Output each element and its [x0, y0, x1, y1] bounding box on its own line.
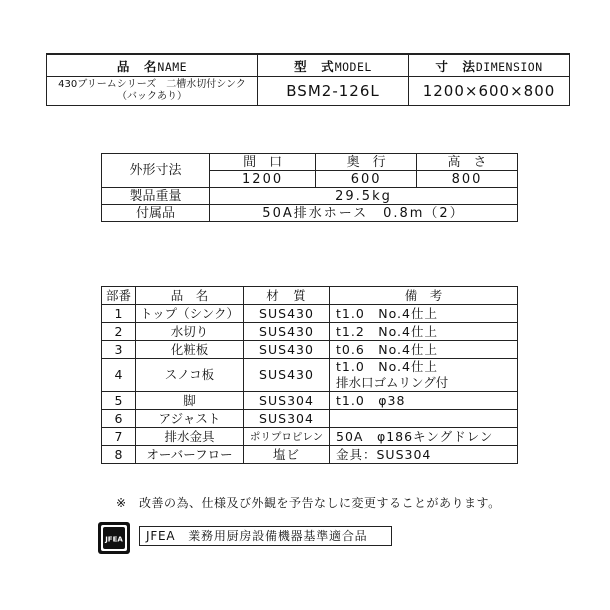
name-column-header: 品 名NAME	[47, 54, 258, 77]
part-remarks-line1: 50A φ186キングドレン	[336, 428, 494, 444]
part-material: SUS430	[244, 359, 330, 392]
table-row	[102, 341, 518, 359]
part-name: 排水金具	[136, 428, 244, 446]
part-number: 6	[102, 410, 136, 428]
product-name-line2: （バックあり）	[117, 91, 187, 102]
part-number: 3	[102, 341, 136, 359]
remarks-header: 備 考	[330, 287, 518, 305]
table-row	[102, 305, 518, 323]
part-material: 塩ビ	[244, 446, 330, 464]
spec-table	[101, 153, 518, 222]
weight-value: 29.5kg	[210, 188, 518, 205]
table-row	[102, 359, 518, 392]
part-material: SUS304	[244, 410, 330, 428]
part-number: 7	[102, 428, 136, 446]
product-name-cell	[47, 77, 258, 106]
width-value: 1200	[210, 171, 316, 188]
part-name: アジャスト	[136, 410, 244, 428]
part-number: 1	[102, 305, 136, 323]
model-column-header: 型 式MODEL	[258, 54, 409, 77]
product-name-line1: 430ブリームシリーズ 二槽水切付シンク	[58, 79, 246, 90]
part-material: SUS430	[244, 323, 330, 341]
material-header: 材 質	[244, 287, 330, 305]
part-remarks-line1: t0.6 No.4仕上	[336, 341, 438, 357]
part-material: SUS430	[244, 341, 330, 359]
part-number: 8	[102, 446, 136, 464]
part-material: ポリプロピレン	[244, 428, 330, 446]
part-remarks-line1: t1.0 φ38	[336, 392, 406, 408]
dimension-column-header: 寸 法DIMENSION	[409, 54, 570, 77]
part-material: SUS430	[244, 305, 330, 323]
part-name: 水切り	[136, 323, 244, 341]
part-remarks-line2: 排水口ゴムリング付	[336, 375, 449, 390]
weight-label: 製品重量	[102, 188, 210, 205]
accessory-label: 付属品	[102, 205, 210, 222]
part-remarks	[330, 446, 518, 464]
height-value: 800	[417, 171, 518, 188]
accessory-value: 50A排水ホース 0.8m（2）	[210, 205, 518, 222]
table-row	[102, 410, 518, 428]
part-remarks	[330, 359, 518, 392]
dimension-cell: 1200×600×800	[409, 77, 570, 106]
model-cell: BSM2-126L	[258, 77, 409, 106]
parts-table	[101, 286, 518, 464]
footnote: ※ 改善の為、仕様及び外観を予告なしに変更することがあります。	[116, 496, 501, 510]
table-row	[102, 428, 518, 446]
part-remarks-line1: t1.0 No.4仕上	[336, 359, 438, 374]
part-number: 4	[102, 359, 136, 392]
height-label: 高 さ	[417, 154, 518, 171]
part-number: 2	[102, 323, 136, 341]
logo-text: JFEA	[105, 535, 123, 544]
part-name: 脚	[136, 392, 244, 410]
table-row	[102, 392, 518, 410]
table-row	[102, 323, 518, 341]
product-header-table	[46, 53, 570, 106]
part-remarks	[330, 428, 518, 446]
jfea-logo	[97, 521, 131, 555]
part-name: 化粧板	[136, 341, 244, 359]
part-name-header: 品 名	[136, 287, 244, 305]
part-remarks	[330, 392, 518, 410]
depth-value: 600	[316, 171, 417, 188]
part-remarks	[330, 410, 518, 428]
part-material: SUS304	[244, 392, 330, 410]
part-name: トップ（シンク）	[136, 305, 244, 323]
part-number-header: 部番	[102, 287, 136, 305]
part-remarks-line1: t1.0 No.4仕上	[336, 305, 438, 321]
part-name: スノコ板	[136, 359, 244, 392]
part-remarks	[330, 323, 518, 341]
width-label: 間 口	[210, 154, 316, 171]
outer-dim-label: 外形寸法	[102, 154, 210, 188]
part-number: 5	[102, 392, 136, 410]
part-name: オーバーフロー	[136, 446, 244, 464]
depth-label: 奥 行	[316, 154, 417, 171]
jfea-certification-label: JFEA 業務用厨房設備機器基準適合品	[139, 526, 392, 546]
table-row	[102, 446, 518, 464]
part-remarks	[330, 341, 518, 359]
part-remarks-line1: t1.2 No.4仕上	[336, 323, 438, 339]
part-remarks	[330, 305, 518, 323]
part-remarks-line1: 金具：SUS304	[336, 446, 432, 462]
